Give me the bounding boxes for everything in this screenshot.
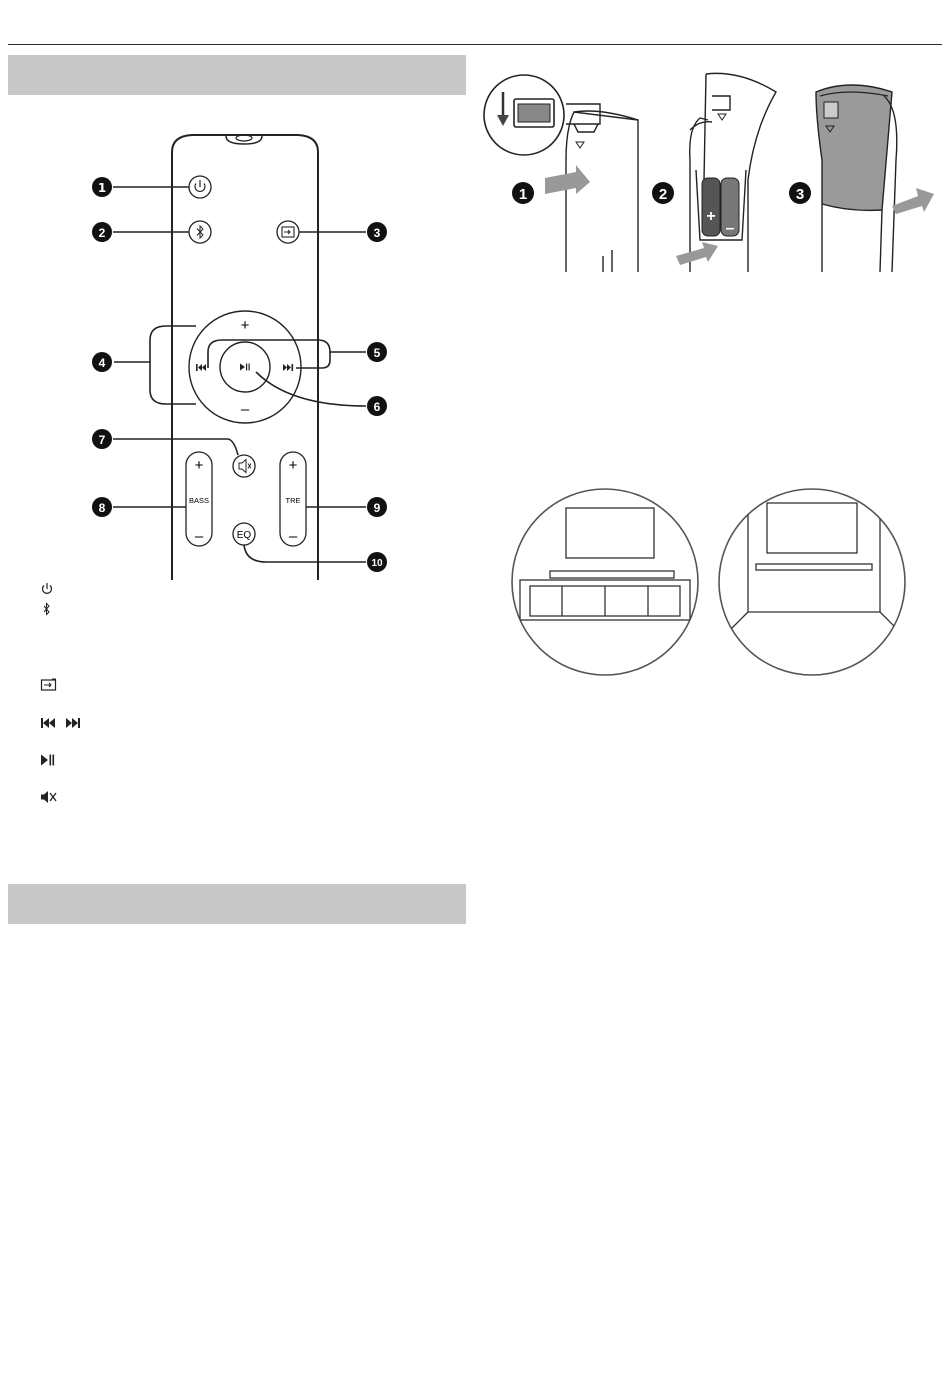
battery-cells: [702, 178, 739, 237]
svg-text:7: 7: [98, 433, 106, 447]
callout-5: [367, 342, 387, 362]
section-header-bar-lower: [8, 884, 466, 924]
svg-text:8: 8: [98, 501, 106, 515]
callout-3: [367, 222, 387, 242]
ir-emitter: [226, 136, 262, 144]
battery-step-3: [816, 85, 897, 272]
callout-6: [367, 396, 387, 416]
volume-minus-label: –: [240, 401, 250, 418]
battery-minus-label: –: [725, 220, 735, 237]
close-arrow: [892, 188, 934, 214]
svg-text:3: 3: [795, 186, 805, 203]
input-button[interactable]: [277, 221, 299, 243]
callout-9: [367, 497, 387, 517]
latch-zoom-circle: [484, 75, 564, 155]
callout-8: [92, 497, 112, 517]
soundbar-wall: [756, 564, 872, 570]
svg-text:1: 1: [518, 186, 528, 203]
section-header-bar-remote: [8, 55, 466, 95]
battery-step-number-3: [789, 182, 811, 204]
legend-play-pause-icon: [40, 753, 62, 767]
treble-minus-label: –: [288, 528, 298, 545]
svg-text:6: 6: [373, 400, 381, 414]
battery-plus-label: +: [706, 208, 716, 225]
svg-text:10: 10: [371, 558, 383, 569]
placement-illustrations: [510, 488, 920, 678]
svg-text:2: 2: [658, 186, 668, 203]
battery-step-number-2: [652, 182, 674, 204]
eq-label: EQ: [236, 530, 252, 541]
legend-bluetooth-icon: [40, 602, 62, 616]
battery-installation-illustration: [478, 70, 940, 275]
svg-text:3: 3: [373, 226, 381, 240]
legend-skip-back-forward-icons: [40, 716, 86, 730]
soundbar: [550, 571, 674, 578]
treble-label: TRE: [285, 496, 301, 505]
treble-plus-label: +: [288, 457, 298, 474]
callout-2: [92, 222, 112, 242]
callout-1: [92, 177, 112, 197]
svg-text:1: 1: [97, 181, 107, 195]
svg-text:5: 5: [373, 346, 381, 360]
insert-arrow: [676, 242, 718, 265]
svg-text:2: 2: [98, 226, 106, 240]
pull-arrow: [545, 165, 590, 194]
power-button[interactable]: [189, 176, 211, 198]
placement-cabinet-scene: [512, 489, 698, 675]
remote-control-diagram: [0, 100, 470, 580]
bass-minus-label: –: [194, 528, 204, 545]
volume-plus-label: +: [240, 317, 250, 334]
header-rule: [8, 44, 942, 45]
svg-text:9: 9: [373, 501, 381, 515]
bluetooth-button[interactable]: [189, 221, 211, 243]
bass-plus-label: +: [194, 457, 204, 474]
callout-7: [92, 429, 112, 449]
legend-input-icon: [40, 678, 62, 692]
callout-4: [92, 352, 112, 372]
svg-text:4: 4: [98, 356, 106, 370]
placement-wall-scene: [719, 489, 908, 675]
callout-10: [367, 552, 387, 572]
bass-label: BASS: [188, 496, 210, 505]
battery-step-number-1: [512, 182, 534, 204]
legend-power-icon: [40, 582, 62, 596]
mute-button[interactable]: [233, 455, 255, 477]
legend-mute-icon: [40, 790, 62, 804]
